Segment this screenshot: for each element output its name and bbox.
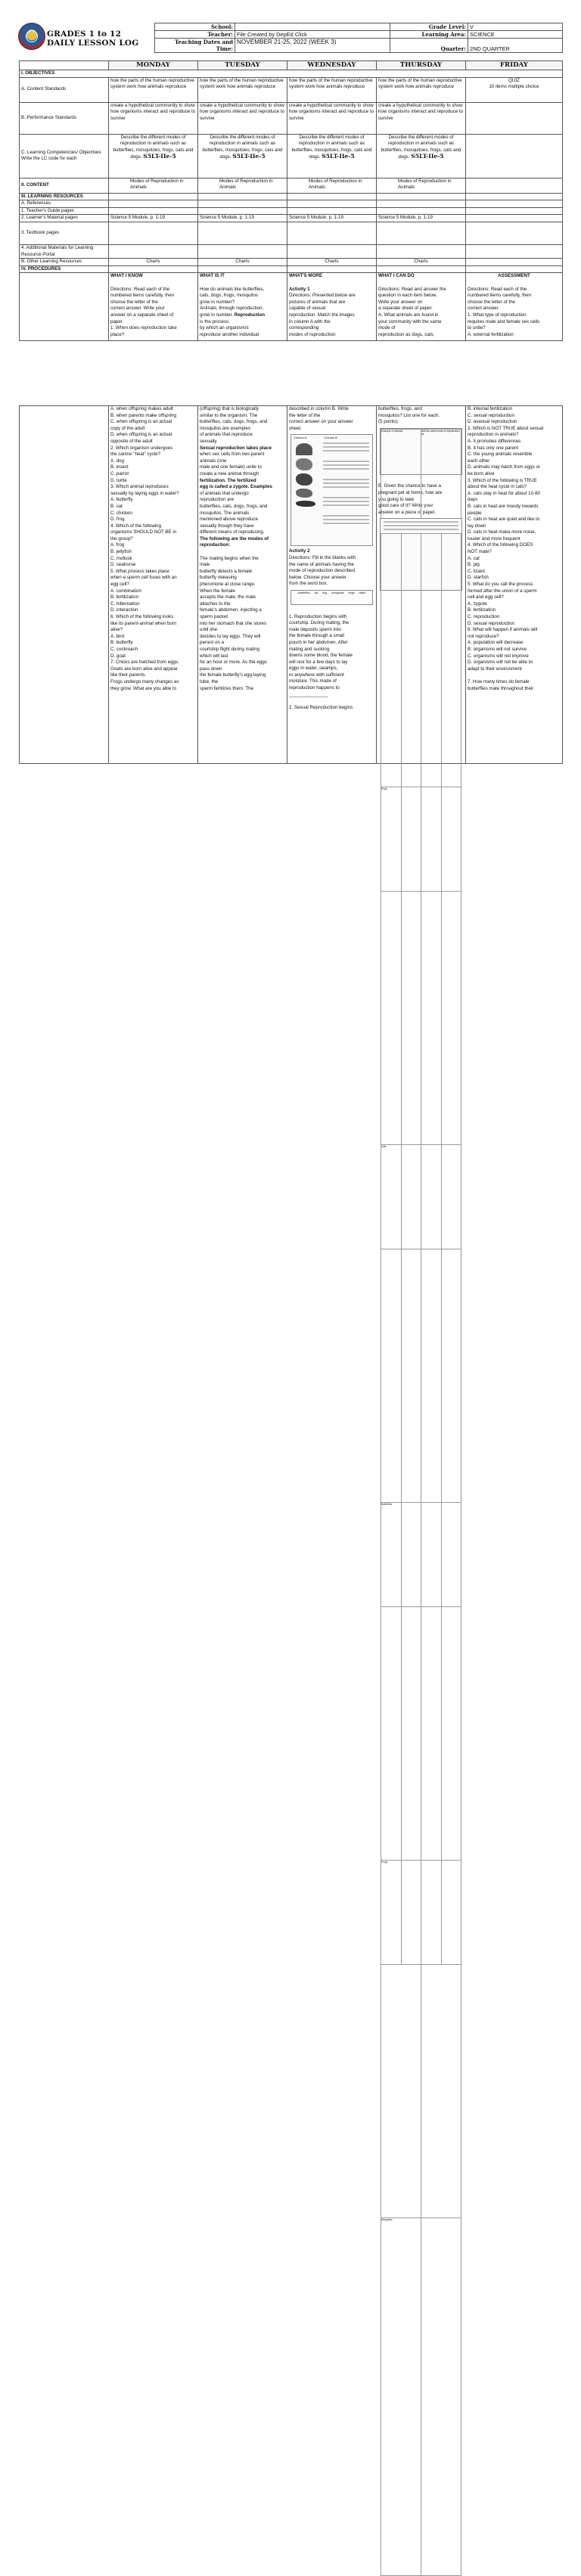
text-line: the name of animals having the [289,561,354,567]
text-line: NOT mate? [468,549,492,555]
text-line: good care of it? Write your [378,503,433,509]
activity-1-matching-figure [290,434,373,546]
mosquito-image [296,501,315,507]
text-line: sexually though they have [200,523,254,529]
competency-text: Describe the different modes of reproduction in animals such as butterflies, mosquitoes, frogs, cats and dogs. [291,134,372,160]
text-line: Sexual reproduction takes place [200,445,272,451]
text-line: when sex cells from two-parent [200,452,265,458]
lm-mon: Science 5 Module, p. 1-19 [109,215,198,222]
section-objectives: I. OBJECTIVES [20,70,563,78]
proc-wed-p2 [287,406,377,764]
content-fri [466,178,563,193]
text-line: A. butterfly [110,497,133,503]
text-line: C. lizard [468,568,485,574]
section-content: II. CONTENT [20,178,109,193]
competency-fri [466,134,563,178]
text-line: C. cockroach [110,646,138,652]
text-line: A. zygote [468,601,487,607]
day-thursday: THURSDAY [377,61,466,70]
proc-thu-p1: WHAT I CAN DO Directions: Read and answer the question in each item below. Write your answer on a separate sheet of paper. A. What animals are found in your community with the same mode of reproduction as dogs, cats, [377,273,466,341]
competency-code: S5LT-IIe-5 [232,153,266,160]
text-line: B. fertilization [110,594,139,601]
column-b-label: Column B [324,436,337,440]
text-line: D. seahorse [110,562,136,568]
lm-wed: Science 5 Module, p. 1-19 [287,215,377,222]
text-line: male deposits sperm into [289,626,341,632]
text-line: reproduction: [200,542,231,548]
text-line: A. cats stay in heat for about 10-80 [468,490,540,496]
text-line: sperm packet [200,614,228,619]
text-line: reproduction happens to [289,685,340,691]
text-line: or anywhere with sufficient [289,672,344,678]
row-references: A. References [20,200,109,208]
competency-text: Describe the different modes of reproduction in animals such as butterflies, mosquitoes, frogs, cats and dogs. [381,134,461,160]
text-line: answer on a piece of paper. [378,509,437,515]
text-line: D. turtle [110,477,127,483]
text-line: courtship. During mating, the [289,620,350,626]
text-line: B. butterfly [110,640,133,646]
quarter-label: Quarter: [390,39,468,53]
text-line: 3. Which animal reproduces [110,484,169,490]
text-line: formed after the union of a sperm [468,588,537,594]
text-line: of animals that undergo [200,490,249,496]
text-line: C. the young animals resemble [468,452,533,458]
day-friday: FRIDAY [466,61,563,70]
text-line: mode of reproduction described [289,568,356,574]
text-line: The following are the modes of [200,535,269,542]
animal-images-column [291,440,320,526]
competency-code: S5LT-IIe-5 [322,153,355,160]
teacher-label: Teacher: [155,31,235,39]
performance-standard-mon: create a hypothetical community to show how organisms interact and reproduce to survive [109,102,198,134]
column-a-label: Column A [294,436,307,440]
text-line: from the word box. [289,581,328,587]
text-line: C. organisms will not improve [468,653,529,659]
text-line: below. Choose your answer [289,574,347,580]
competency-code: S5LT-IIe-5 [143,153,176,160]
pet-care-rubric-figure [380,518,462,591]
lesson-log-grid [19,61,563,341]
proc-fri-p2 [466,406,563,764]
text-line: A. cat [468,555,480,561]
text-line: 2. Sexual Reproduction begins [289,704,353,710]
row-learners-material: 2. Learner's Material pages [20,215,109,222]
text-line: male [200,562,210,568]
text-line: moisture. This mode of [289,678,337,684]
proc-header-tue: WHAT IS IT [200,273,225,279]
text-line: D. animals may hatch from eggs or [468,464,540,470]
proc-wed-p1: WHAT'S MORE Activity 1 Directions: Presented below are pictures of animals that are capable of sexual reproduction. Match the images in column A with the corresponding modes of reproduction [287,273,377,341]
text-line: downs some blood, the female [289,653,353,659]
grade-level-value: V [468,23,563,31]
text-line: 3. Which of the following is TRUE [468,477,537,483]
text-line: decides to lay eggs. They will [200,633,261,639]
text-line: tube, the [200,678,219,684]
text-line: B. when parents make offspring [110,412,176,418]
text-line: A. frog [110,542,125,548]
text-line: D. sexual reproduction [468,620,514,626]
text-line: D. goat [110,653,126,659]
quarter-value: 2ND QUARTER [468,39,563,53]
text-line: reproduction in animals? [468,432,519,438]
title-line-1: GRADES 1 to 12 [47,29,122,39]
charts-thu: Charts [377,259,466,266]
row-textbook: 3. Textbook pages [20,222,109,244]
text-line: A. It promotes differences [468,438,521,444]
text-line: be born alive [468,470,495,476]
proc-header-thu: WHAT I CAN DO [378,273,415,279]
text-line: egg cell? [110,582,129,588]
text-line: C. reproduction [468,614,500,619]
text-line: attaches to the [200,601,231,607]
deped-seal-logo [18,23,45,50]
text-line: accepts the male, the male [200,594,256,601]
proc-tue-p1: WHAT IS IT How do animals like butterflies, cats, dogs, frogs, mosquitos grow in number? Animals, through reproduction, grow in number. Reproduction is the process by which an organism/s reproduce another individual [198,273,287,341]
competency-text: Describe the different modes of reproduction in animals such as butterflies, mosquitoes, frogs, cats and dogs. [202,134,283,160]
text-line: correct answer on your answer [289,419,353,425]
header-info-table [154,23,563,53]
content-mon: Modes of Reproduction in Animals [109,178,198,193]
text-line: C. cats in heat are quiet and like to [468,517,540,523]
text-line: B. internal fertilization [468,406,513,411]
frog-image [296,489,312,498]
lm-thu: Science 5 Module, p. 1-19 [377,215,466,222]
content-standard-tue: how the parts of the human reproductive system work how animals reproduce [198,77,287,102]
text-line [468,672,561,679]
text-line: sheet. [289,425,302,431]
text-line: which will last [200,653,228,659]
text-line: persist on a [200,640,224,646]
text-line [289,698,374,705]
text-line: mentioned above reproduce [200,517,259,523]
text-line: A. population will decrease [468,640,524,646]
text-line: D. frog [110,517,125,523]
content-tue: Modes of Reproduction in Animals [198,178,287,193]
text-line: B. cat [110,503,123,509]
text-line: pass down [200,666,222,672]
text-line: into her stomach that she stores [200,620,267,626]
cat-image [296,473,312,486]
text-line: 2. Which organism undergoes [110,445,173,451]
quiz-label: QUIZ [508,77,520,83]
competency-wed [287,134,377,178]
text-line: male and one female) unite to [200,464,262,470]
text-line: 5. What do you call the process [468,582,533,588]
lesson-log-grid-page-2 [19,405,563,2221]
text-line: the group? [110,535,133,542]
charts-tue: Charts [198,259,287,266]
text-line: create a new animal through [200,470,259,476]
text-line: when a sperm cell fuses with an [110,575,177,581]
content-thu: Modes of Reproduction in Animals [377,178,466,193]
text-line: 7. Chicks are hatched from eggs. [110,660,179,666]
text-line: the letter of the [289,412,321,418]
procedures-label-cell-p2 [20,406,109,764]
text-line: B. fertilization [468,607,496,613]
activity-1-title: Activity 1 [289,286,310,292]
proc-mon-p1: WHAT I KNOW Directions: Read each of the numbered items carefully, then choose the letter of the correct answer. Write your answer on a separate sheet of paper. 1. When does reproduction take place? [109,273,198,341]
text-line: Goats are born alive and appear [110,666,178,672]
text-line: each other [468,458,490,464]
word-box: butterflies cat dog mosquitos frogs cattle [290,590,373,605]
text-line: A. combination [110,588,141,594]
text-line: 5. What process takes place [110,568,169,574]
text-line: (5 points) [378,419,398,425]
text-line: B. organisms will not survive [468,646,527,652]
teacher-value: File Created by DepEd Click [235,31,390,39]
text-line: 2. Which is NOT TRUE about sexual [468,425,544,431]
text-line: D. interaction [110,607,138,613]
text-line: about the heat cycle in cats? [468,484,527,490]
text-line: sperm fertilizes them. The [200,685,254,691]
descriptions-column [320,440,372,526]
text-line: the female butterfly's egg-laying [200,672,266,678]
proc-fri-p1: ASSESSMENT Directions: Read each of the numbered items carefully, then choose the letter of the correct answer. 1. What type of reproduction requires male and female sex cells to unite? A. external fertilization [466,273,563,341]
performance-standard-tue: create a hypothetical community to show how organisms interact and reproduce to survive [198,102,287,134]
text-line: copy of the adult [110,425,145,431]
text-line: cell and egg cell? [468,594,504,601]
proc-header-fri: ASSESSMENT [498,273,530,279]
reproduction-bold: Reproduction [234,312,265,318]
text-line: pouch in her abdomen. After [289,639,348,645]
row-competencies: C. Learning Competencies/ Objectives Write the LC code for each [20,134,109,178]
text-line: opposite of the adult [110,438,153,444]
text-line: D. starfish [468,575,489,581]
text-line: alive? [110,627,123,633]
text-line [200,549,285,556]
text-line: courtship flight during mating [200,646,260,652]
procedures-label-cell [20,273,109,341]
text-line: B. It has only one parent [468,445,519,451]
text-line: 1. Reproduction begins with [289,613,347,619]
day-wednesday: WEDNESDAY [287,61,377,70]
text-line: reproduction are [200,497,235,503]
quiz-cell [466,77,563,102]
row-performance-standards: B. Performance Standards [20,102,109,134]
day-monday: MONDAY [109,61,198,70]
text-line: will rest for a few days to lay [289,659,348,665]
school-value [235,23,390,31]
text-line: different means of reproducing. [200,529,265,535]
text-line: butterflies, cats, dogs, frogs, and [200,503,268,509]
corner-cell [20,61,109,70]
dates-value: NOVEMBER 21-25, 2022 (WEEK 3) [235,39,390,53]
row-content-standards: A. Content Standards [20,77,109,102]
text-line: D. when offspring is an actual [110,432,172,438]
text-line: Directions: Fill in the blanks with [289,554,356,560]
competency-thu [377,134,466,178]
text-line: 4. Which of the following DOES [468,542,533,548]
competency-tue [198,134,287,178]
performance-standard-thu: create a hypothetical community to show how organisms interact and reproduce to survive [377,102,466,134]
proc-header-wed: WHAT'S MORE [289,273,322,279]
content-wed: Modes of Reproduction in Animals [287,178,377,193]
text-line: 6. What will happen if animals will [468,627,538,633]
grade-level-label: Grade Level: [390,23,468,31]
content-standard-wed: how the parts of the human reproductive system work how animals reproduce [287,77,377,102]
text-line: The mating begins when the [200,555,259,561]
lm-tue: Science 5 Module, p. 1-19 [198,215,287,222]
text-line: C. parrot [110,470,129,476]
text-line: butterflies mate throughout their [468,685,534,691]
charts-mon: Charts [109,259,198,266]
text-line: you going to take [378,496,415,502]
proc-thu-p2 [377,406,466,2221]
text-line: B. pig [468,562,480,568]
day-tuesday: TUESDAY [198,61,287,70]
competency-mon [109,134,198,178]
text-line: C. mollusk [110,555,132,561]
text-line: the female through a small [289,633,344,639]
text-line: the canine "heat" cycle? [110,452,160,458]
text-line: louder and more frequent [468,535,520,542]
text-line: days [468,497,478,503]
section-procedures: IV. PROCEDURES [20,265,109,273]
text-line: D. asexual reproduction [468,419,517,425]
row-additional-materials: 4. Additional Materials for Learning Resource Portal [20,244,109,258]
content-standard-thu: how the parts of the human reproductive system work how animals reproduce [377,77,466,102]
text-line: B. Given the chance to have a [378,483,441,489]
title-line-2: DAILY LESSON LOG [47,39,139,48]
text-line: D. organisms will not be able to [468,660,533,666]
text-line: like its parent-animal when born [110,620,177,626]
text-line: butterfly releasing [200,575,237,581]
text-line: pheromone at close range. [200,582,256,588]
competency-code: S5LT-IIe-5 [411,153,444,160]
butterfly-image [296,443,312,455]
text-line: A. bird [110,633,124,639]
text-line: butterflies, frogs, and [378,406,422,411]
dates-label: Teaching Dates and Time: [155,39,235,53]
text-line: they grow. What are you able to [110,685,177,691]
learning-area-value: SCIENCE [468,31,563,39]
text-line: adapt to their environment [468,666,522,672]
text-line: mating and sucking [289,646,330,652]
text-line: like their parents. [110,672,147,678]
text-line: D. cats in heat make more noise, [468,529,536,535]
competency-text: Describe the different modes of reproduction in animals such as butterflies, mosquitoes, frogs, cats and dogs. [113,134,194,160]
row-teachers-guide: 1. Teacher's Guide pages [20,207,109,215]
text-line: 6. Which of the following looks [110,614,174,619]
school-label: School: [155,23,235,31]
performance-standard-wed: create a hypothetical community to show how organisms interact and reproduce to survive [287,102,377,134]
text-line: for an hour or more. As the eggs [200,660,267,666]
text-line: animals (one [200,458,227,464]
text-line: A. dog [110,458,124,464]
text-line: C. when offspring is an actual [110,419,172,425]
learning-area-label: Learning Area: [390,31,468,39]
text-line: until she [200,627,218,633]
text-line: mosquitos? List one for each. [378,412,440,418]
text-line: fertilization. The fertilized [200,477,256,483]
text-line: organisms SHOULD NOT BE in [110,529,177,535]
text-line: pregnant pet at home, how are [378,489,443,495]
text-line: (offspring) that is biologically [200,406,259,411]
text-line: When the female [200,588,235,594]
row-other-resources: B. Other Learning Resources [20,259,109,266]
text-line: C. hibernation [110,601,140,607]
text-line: 4. Which of the following [110,523,162,529]
text-line: mosquitos are examples [200,425,251,431]
text-line: B. insect [110,464,129,470]
document-title [47,29,138,48]
section-learning-resources: III. LEARNING RESOURCES [20,193,109,200]
text-line: people [468,510,482,516]
text-line: butterflies, cats, dogs, frogs, and [200,419,268,425]
dog-image [296,458,312,470]
proc-tue-p2 [198,406,287,764]
proc-mon-p2 [109,406,198,764]
content-standard-mon: how the parts of the human reproductive system work how animals reproduce [109,77,198,102]
text-line: A. when offspring makes adult [110,406,173,411]
text-line: B. cats in heat are moody towards [468,503,539,509]
proc-header-mon: WHAT I KNOW [110,273,143,279]
text-line: egg is called a zygote. Examples [200,484,272,490]
animals-answer-table: Example of Animals with the same mode of reproduction as Dogs Cats Butterflies Frogs Mosquitos [380,428,462,475]
text-line: eggs in water, swamps, [289,666,338,672]
text-line: C. sexual reproduction [468,412,514,418]
text-line: 7. How many times do female [468,678,530,684]
text-line: lay down [468,523,486,529]
text-line: not reproduce? [468,633,499,639]
performance-standard-fri [466,102,563,134]
text-line: B. jellyfish [110,549,132,555]
text-line: mosquitos. The animals [200,510,250,516]
text-line: female's abdomen, injecting a [200,607,262,613]
text-line: sexually by laying eggs in water? [110,490,179,496]
text-line: sexually. [200,438,218,444]
text-line: similar to the organism. The [200,412,258,418]
charts-wed: Charts [287,259,377,266]
text-line: of animals that reproduce [200,432,253,438]
quiz-description: 10 items multiple choice [489,84,539,90]
text-line: _______________ [289,691,328,697]
text-line: C. chicken [110,510,132,516]
text-line: Frogs undergo many changes as [110,678,179,684]
activity-2-title: Activity 2 [289,548,310,554]
text-line: butterfly detects a female [200,568,253,574]
text-line: described in column B. Write [289,406,349,411]
